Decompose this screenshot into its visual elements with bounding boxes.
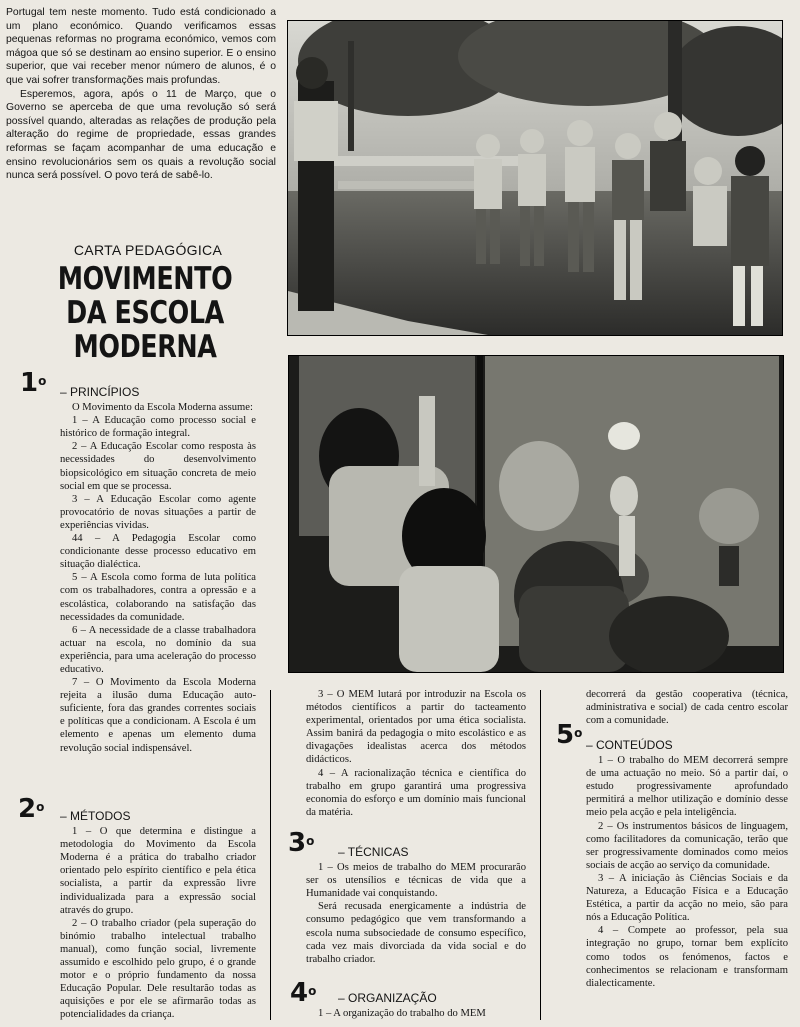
principios-item-5: 5 – A Escola como forma de luta política com os trabalhadores, contra a opressão e a escolástica, colaborando na satisfação das necessidades da comunidade. — [60, 572, 256, 623]
tecnicas-item-1: 1 – Os meios de trabalho do MEM procurarão ser os utensílios e técnicas de vida que a Humanidade vai conquistando. — [306, 862, 526, 900]
column-rule-2 — [540, 690, 541, 1020]
section-number-2 — [18, 796, 44, 822]
photo-children-outdoors-image — [288, 21, 782, 335]
metodos-item-3: 3 – O MEM lutará por introduzir na Escola os métodos científicos a partir do tacteamento experimental, orientados por uma ética socialista. Assim banirá da pedagogia o mito escolástico e as divagações idealistas acerca dos métodos didácticos. — [306, 689, 526, 766]
intro-paragraph-1: Portugal tem neste momento. Tudo está condicionado a um plano económico. Quando verificamos essas pequenas reformas no programa económico, vemos com mágoa que só se destinam ao ensino superior. E o ensino superior, que vai receber menor número de alunos, é o que vai sofrer transformações mais profundas. — [6, 7, 276, 86]
section-number-3-ordinal: o — [306, 834, 315, 848]
column-rule-1 — [270, 690, 271, 1020]
section-number-4-digit: 4 — [290, 978, 309, 1008]
article-title — [43, 262, 248, 364]
metodos-item-2: 2 – O trabalho criador (pela superação do binómio trabalho intelectual trabalho manual), como função social, livremente assumido e escolhido pelo grupo, é o grande motor e o próprio fundamento da nossa Educação Popular. Dele resultarão todas as aquisições e por ele se afirmarão todas as potencialidades da criança. — [60, 917, 256, 1021]
intro-text — [6, 6, 276, 183]
principios-intro: O Movimento da Escola Moderna assume: — [72, 402, 253, 414]
section-number-3-digit: 3 — [288, 828, 307, 858]
title-line-3: MODERNA — [73, 329, 217, 365]
principios-item-1: 1 – A Educação como processo social e histórico de formação integral. — [60, 415, 256, 440]
metodos-item-1: 1 – O que determina e distingue a metodologia do Movimento da Escola Moderna é a prática do trabalho criador orientado pelo espírito científico e pela ética socialista, a partir da expressão livre individualizada para a expressão social através do grupo. — [60, 826, 256, 916]
column-1 — [60, 382, 256, 755]
section-number-2-digit: 2 — [18, 794, 37, 824]
photo-children-painting-image — [289, 356, 783, 672]
section-number-2-ordinal: o — [36, 800, 45, 814]
column-2-top — [306, 688, 526, 819]
conteudos-item-4: 4 – Compete ao professor, pela sua integração no grupo, tornar bem explícito como todos os fenómenos, factos e conhecimentos se relacionam e transformam dialecticamente. — [586, 925, 788, 989]
principios-item-4: 44 – A Pedagogia Escolar como condicionante desse processo educativo em situação dialéctica. — [60, 533, 256, 571]
title-line-1: MOVIMENTO — [57, 261, 233, 297]
section-number-1 — [20, 370, 46, 396]
conteudos-item-1: 1 – O trabalho do MEM decorrerá sempre de uma actuação no meio. Só a partir daí, o estudo progressivamente aprofundado permitirá a melhor utilização e domínio desse meio pela acção e pela inteligência. — [586, 755, 788, 819]
heading-conteudos: – CONTEÚDOS — [586, 738, 673, 752]
section-number-4-ordinal: o — [308, 984, 317, 998]
section-number-5-ordinal: o — [574, 726, 583, 740]
column-1-metodos — [60, 806, 256, 1022]
principios-item-2: 2 – A Educação Escolar como resposta às necessidades do desenvolvimento biopsicológico em situação concreta de meio social em que se processa. — [60, 441, 256, 492]
section-number-5-digit: 5 — [556, 720, 575, 750]
principios-item-7: 7 – O Movimento da Escola Moderna rejeita a ilusão duma Educação auto-suficiente, fora das grandes correntes sociais e políticas que a condicionam. A Escola é um elemento e apenas um elemento duma revolução social indispensável. — [60, 677, 256, 754]
title-line-2: DA ESCOLA — [66, 295, 224, 331]
heading-metodos: – MÉTODOS — [60, 809, 131, 823]
organizacao-continuation: decorrerá da gestão cooperativa (técnica, administrativa e social) de cada centro escolar com a comunidade. — [586, 689, 788, 727]
principios-item-3: 3 – A Educação Escolar como agente provocatório de novas situações a partir de experiências vividas. — [60, 493, 256, 531]
section-number-1-digit: 1 — [20, 368, 39, 398]
heading-principios: – PRINCÍPIOS — [60, 385, 140, 399]
column-2-organizacao — [306, 988, 526, 1020]
section-number-1-ordinal: o — [38, 374, 47, 388]
heading-organizacao: – ORGANIZAÇÃO — [338, 991, 437, 1005]
heading-tecnicas: – TÉCNICAS — [338, 845, 409, 859]
section-number-5 — [556, 722, 582, 748]
intro-paragraph-2: Esperemos, agora, após o 11 de Março, que o Governo se aperceba de que uma revolução só será possível quando, alteradas as relações de produção pela alteração do regime de propriedade, essas grandes reformas se façam acompanhar de uma educação e ensino revolucionários sem os quais a revolução social nunca será possível. O povo terá de sabê-lo. — [6, 88, 276, 182]
column-2-tecnicas — [306, 842, 526, 966]
column-3-top — [586, 688, 788, 727]
column-3-conteudos — [586, 735, 788, 990]
tecnicas-item-2: Será recusada energicamente a indústria de consumo pedagógico que vem transformando a escola numa subsociedade de consumo específico, cada vez mais divorciada da vida social e do trabalho criador. — [306, 901, 526, 965]
principios-item-6: 6 – A necessidade de a classe trabalhadora actuar na escola, no domínio da sua experiência, para uma aceleração do processo educativo. — [60, 624, 256, 675]
kicker-label: CARTA PEDAGÓGICA — [73, 242, 223, 258]
organizacao-item-1: 1 – A organização do trabalho do MEM — [318, 1008, 486, 1020]
metodos-item-4: 4 – A racionalização técnica e científica do trabalho em grupo garantirá uma progressiva economia do esforço e um domínio mais funcional da matéria. — [306, 767, 526, 818]
conteudos-item-2: 2 – Os instrumentos básicos de linguagem, como facilitadores da comunicação, terão que ser progressivamente dominados como meios sociais de acção ao serviço da comunidade. — [586, 820, 788, 871]
photo-children-outdoors — [287, 20, 783, 336]
conteudos-item-3: 3 – A iniciação às Ciências Sociais e da Natureza, a Educação Física e a Educação Estética, a partir da acção no meio, são para nós a Educação Política. — [586, 872, 788, 924]
photo-children-painting — [288, 355, 784, 673]
